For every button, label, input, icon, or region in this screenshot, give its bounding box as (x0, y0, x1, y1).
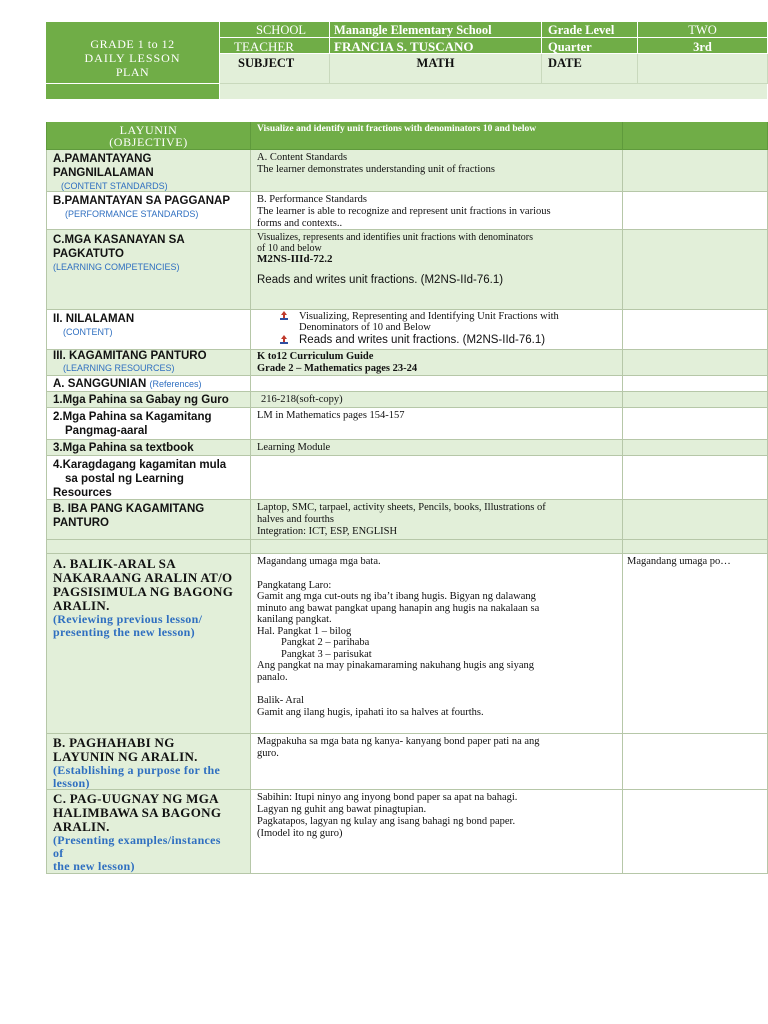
performance-standards-text-2: forms and contexts.. (257, 218, 343, 229)
performance-standards-text-cell (250, 192, 622, 230)
competencies-text-cell (250, 230, 622, 310)
quarter-label: Quarter (542, 38, 638, 54)
examples-extra-cell (622, 790, 768, 874)
performance-standards-label: B.PAMANTAYAN SA PAGGANAP (53, 195, 230, 207)
additional-materials-extra-cell (622, 456, 768, 500)
guide-pages-row (46, 392, 768, 408)
competencies-text-3: Reads and writes unit fractions. (M2NS-IId-76.1) (257, 274, 504, 286)
objective-row (46, 122, 768, 150)
learner-pages-label-2: Pangmag-aaral (65, 425, 148, 437)
references-label: A. SANGGUNIAN (53, 378, 147, 390)
header-strip-left (46, 84, 220, 100)
performance-standards-label-cell (46, 192, 250, 230)
content-standards-label-cell (46, 150, 250, 192)
resources-text-cell (250, 350, 622, 376)
grade-level-value: TWO (638, 22, 768, 38)
learner-pages-value-cell (250, 408, 622, 440)
additional-materials-label-cell (46, 456, 250, 500)
date-label: DATE (542, 54, 638, 84)
review-example-2: Pangkat 2 – parihaba (281, 637, 370, 648)
examples-text-4: (Imodel ito ng guro) (257, 828, 343, 839)
learner-pages-row (46, 408, 768, 440)
examples-text-cell (250, 790, 622, 874)
review-example-1: Hal. Pangkat 1 – bilog (257, 625, 352, 637)
header-strip-right (220, 84, 768, 100)
additional-materials-label: 4.Karagdagang kagamitan mula (53, 459, 227, 471)
header-table (46, 22, 768, 100)
objective-extra-cell (622, 122, 768, 150)
guide-pages-label: 1.Mga Pahina sa Gabay ng Guro (53, 394, 229, 406)
resources-row (46, 350, 768, 376)
lesson-plan-table (46, 122, 768, 874)
learner-pages-label: 2.Mga Pahina sa Kagamitang (53, 411, 212, 423)
examples-sub-3: the new lesson) (53, 859, 135, 873)
competencies-label: C.MGA KASANAYAN SA (53, 234, 185, 246)
school-value: Manangle Elementary School (330, 22, 542, 38)
resources-label-cell (46, 350, 250, 376)
content-standards-row (46, 150, 768, 192)
examples-label-cell (46, 790, 250, 874)
purpose-label: B. PAGHAHABI NG (53, 735, 175, 750)
content-standards-heading: A. Content Standards (257, 152, 348, 163)
review-example-3: Pangkat 3 – parisukat (281, 648, 372, 660)
content-row (46, 310, 768, 350)
content-bullet-1b: Denominators of 10 and Below (299, 322, 431, 333)
spacer-cell-1 (46, 540, 250, 554)
purpose-extra-cell (622, 734, 768, 790)
review-label-3: PAGSISIMULA NG BAGONG (53, 584, 234, 599)
resources-sub: (LEARNING RESOURCES) (63, 363, 175, 373)
teacher-value: FRANCIA S. TUSCANO (330, 38, 542, 54)
guide-pages-label-cell (46, 392, 250, 408)
dlp-title-line3: PLAN (115, 65, 150, 79)
performance-standards-extra-cell (622, 192, 768, 230)
purpose-label-cell (46, 734, 250, 790)
purpose-sub: (Establishing a purpose for the (53, 763, 221, 777)
content-standards-text-cell (250, 150, 622, 192)
other-materials-text-cell (250, 500, 622, 540)
review-balik-aral-text: Gamit ang ilang hugis, ipahati ito sa halves at fourths. (257, 706, 484, 718)
references-row (46, 376, 768, 392)
textbook-pages-label-cell (46, 440, 250, 456)
competencies-text: Visualizes, represents and identifies unit fractions with denominators (257, 232, 533, 243)
other-materials-label-cell (46, 500, 250, 540)
procedure-spacer-row (46, 540, 768, 554)
grade-level-label: Grade Level (542, 22, 638, 38)
competencies-code: M2NS-IIId-72.2 (257, 253, 333, 265)
examples-row (46, 790, 768, 874)
bullet-arrow-icon (279, 335, 289, 345)
competencies-label-2: PAGKATUTO (53, 248, 124, 260)
content-bullet-2: Reads and writes unit fractions. (M2NS-IId-76.1) (299, 334, 546, 346)
performance-standards-text: The learner is able to recognize and represent unit fractions in various (257, 206, 551, 217)
objective-text: Visualize and identify unit fractions with denominators 10 and below (257, 124, 537, 134)
purpose-row (46, 734, 768, 790)
references-extra-cell (622, 376, 768, 392)
content-sub: (CONTENT) (63, 327, 113, 337)
references-text-cell (250, 376, 622, 392)
competencies-label-cell (46, 230, 250, 310)
review-game-text: Gamit ang mga cut-outs ng iba’t ibang hugis. Bigyan ng dalawang (257, 591, 536, 602)
competencies-sub: (LEARNING COMPETENCIES) (53, 262, 180, 272)
review-game-text-3: kanilang pangkat. (257, 614, 332, 625)
examples-label: C. PAG-UUGNAY NG MGA (53, 791, 219, 806)
additional-materials-label-2: sa postal ng Learning (65, 473, 184, 485)
textbook-pages-label: 3.Mga Pahina sa textbook (53, 442, 194, 454)
other-materials-label: B. IBA PANG KAGAMITANG (53, 503, 205, 515)
competencies-row (46, 230, 768, 310)
objective-label-en: (OBJECTIVE) (109, 135, 188, 149)
purpose-sub-2: lesson) (53, 776, 90, 790)
other-materials-line-3: Integration: ICT, ESP, ENGLISH (257, 526, 398, 537)
dlp-title-cell (46, 22, 220, 84)
bullet-arrow-icon (279, 311, 289, 321)
dlp-title-line1: GRADE 1 to 12 (90, 37, 175, 51)
school-label: SCHOOL (220, 22, 330, 38)
review-winner-text-2: panalo. (257, 671, 288, 683)
purpose-text-cell (250, 734, 622, 790)
additional-materials-value-cell (250, 456, 622, 500)
review-game-title: Pangkatang Laro: (257, 579, 332, 591)
examples-text-3: Pagkatapos, lagyan ng kulay ang isang bahagi ng bond paper. (257, 816, 516, 827)
review-sub: (Reviewing previous lesson/ (53, 612, 203, 626)
performance-standards-sub: (PERFORMANCE STANDARDS) (65, 209, 199, 219)
content-text-cell (250, 310, 622, 350)
performance-standards-row (46, 192, 768, 230)
guide-pages-value: 216-218(soft-copy) (261, 394, 343, 405)
review-pupil-response: Magandang umaga po… (627, 556, 731, 567)
content-standards-text: The learner demonstrates understanding unit of fractions (257, 164, 495, 175)
textbook-pages-value: Learning Module (257, 442, 331, 453)
review-greeting: Magandang umaga mga bata. (257, 556, 381, 567)
objective-label: LAYUNIN (119, 123, 178, 137)
content-standards-label-2: PANGNILALAMAN (53, 167, 154, 179)
other-materials-extra-cell (622, 500, 768, 540)
learner-pages-value: LM in Mathematics pages 154-157 (257, 410, 405, 421)
objective-text-cell (250, 122, 622, 150)
additional-materials-label-3: Resources (53, 487, 112, 499)
review-game-text-2: minuto ang bawat pangkat upang hanapin ang hugis na nakalaan sa (257, 602, 540, 614)
competencies-text-2: of 10 and below (257, 243, 322, 254)
review-label-2: NAKARAANG ARALIN AT/O (53, 570, 233, 585)
examples-sub-2: of (53, 846, 64, 860)
review-pupil-cell (622, 554, 768, 734)
other-materials-line-2: halves and fourths (257, 514, 334, 525)
objective-label-cell (46, 122, 250, 150)
learner-pages-extra-cell (622, 408, 768, 440)
guide-pages-value-cell (250, 392, 622, 408)
resources-line-2: Grade 2 – Mathematics pages 23-24 (257, 363, 418, 374)
review-balik-aral: Balik- Aral (257, 695, 304, 706)
textbook-pages-extra-cell (622, 440, 768, 456)
examples-sub: (Presenting examples/instances (53, 833, 221, 847)
examples-text-2: Lagyan ng guhit ang bawat pinagtupian. (257, 804, 427, 815)
content-standards-sub: (CONTENT STANDARDS) (61, 181, 168, 191)
resources-extra-cell (622, 350, 768, 376)
quarter-value: 3rd (638, 38, 768, 54)
references-sub: (References) (149, 379, 202, 389)
review-winner-text: Ang pangkat na may pinakamaraming nakuhang hugis ang siyang (257, 660, 535, 671)
subject-label: SUBJECT (220, 54, 330, 84)
purpose-text-2: guro. (257, 748, 279, 759)
other-materials-row (46, 500, 768, 540)
review-row (46, 554, 768, 734)
content-label-cell (46, 310, 250, 350)
content-extra-cell (622, 310, 768, 350)
other-materials-label-2: PANTURO (53, 517, 110, 529)
additional-materials-row (46, 456, 768, 500)
examples-label-3: ARALIN. (53, 819, 110, 834)
other-materials-line-1: Laptop, SMC, tarpael, activity sheets, Pencils, books, Illustrations of (257, 502, 546, 513)
content-standards-label: A.PAMANTAYANG (53, 153, 152, 165)
teacher-label: TEACHER (220, 38, 330, 54)
examples-text: Sabihin: Itupi ninyo ang inyong bond paper sa apat na bahagi. (257, 792, 518, 803)
guide-pages-extra-cell (622, 392, 768, 408)
subject-value: MATH (330, 54, 542, 84)
spacer-cell-3 (622, 540, 768, 554)
dlp-title-line2: DAILY LESSON (84, 51, 181, 65)
date-value (638, 54, 768, 84)
review-sub-2: presenting the new lesson) (53, 625, 195, 639)
spacer-cell-2 (250, 540, 622, 554)
textbook-pages-row (46, 440, 768, 456)
content-bullet-1: Visualizing, Representing and Identifying Unit Fractions with (299, 311, 559, 322)
references-label-cell (46, 376, 250, 392)
competencies-extra-cell (622, 230, 768, 310)
purpose-text: Magpakuha sa mga bata ng kanya- kanyang bond paper pati na ang (257, 736, 540, 747)
content-label: II. NILALAMAN (53, 313, 135, 325)
purpose-label-2: LAYUNIN NG ARALIN. (53, 749, 198, 764)
review-label-4: ARALIN. (53, 598, 110, 613)
textbook-pages-value-cell (250, 440, 622, 456)
content-standards-extra-cell (622, 150, 768, 192)
performance-standards-heading: B. Performance Standards (257, 194, 367, 205)
examples-label-2: HALIMBAWA SA BAGONG (53, 805, 222, 820)
learner-pages-label-cell (46, 408, 250, 440)
resources-line-1: K to12 Curriculum Guide (257, 351, 374, 362)
resources-label: III. KAGAMITANG PANTURO (53, 350, 207, 362)
review-label-cell (46, 554, 250, 734)
review-text-cell (250, 554, 622, 734)
review-label: A. BALIK-ARAL SA (53, 556, 176, 571)
